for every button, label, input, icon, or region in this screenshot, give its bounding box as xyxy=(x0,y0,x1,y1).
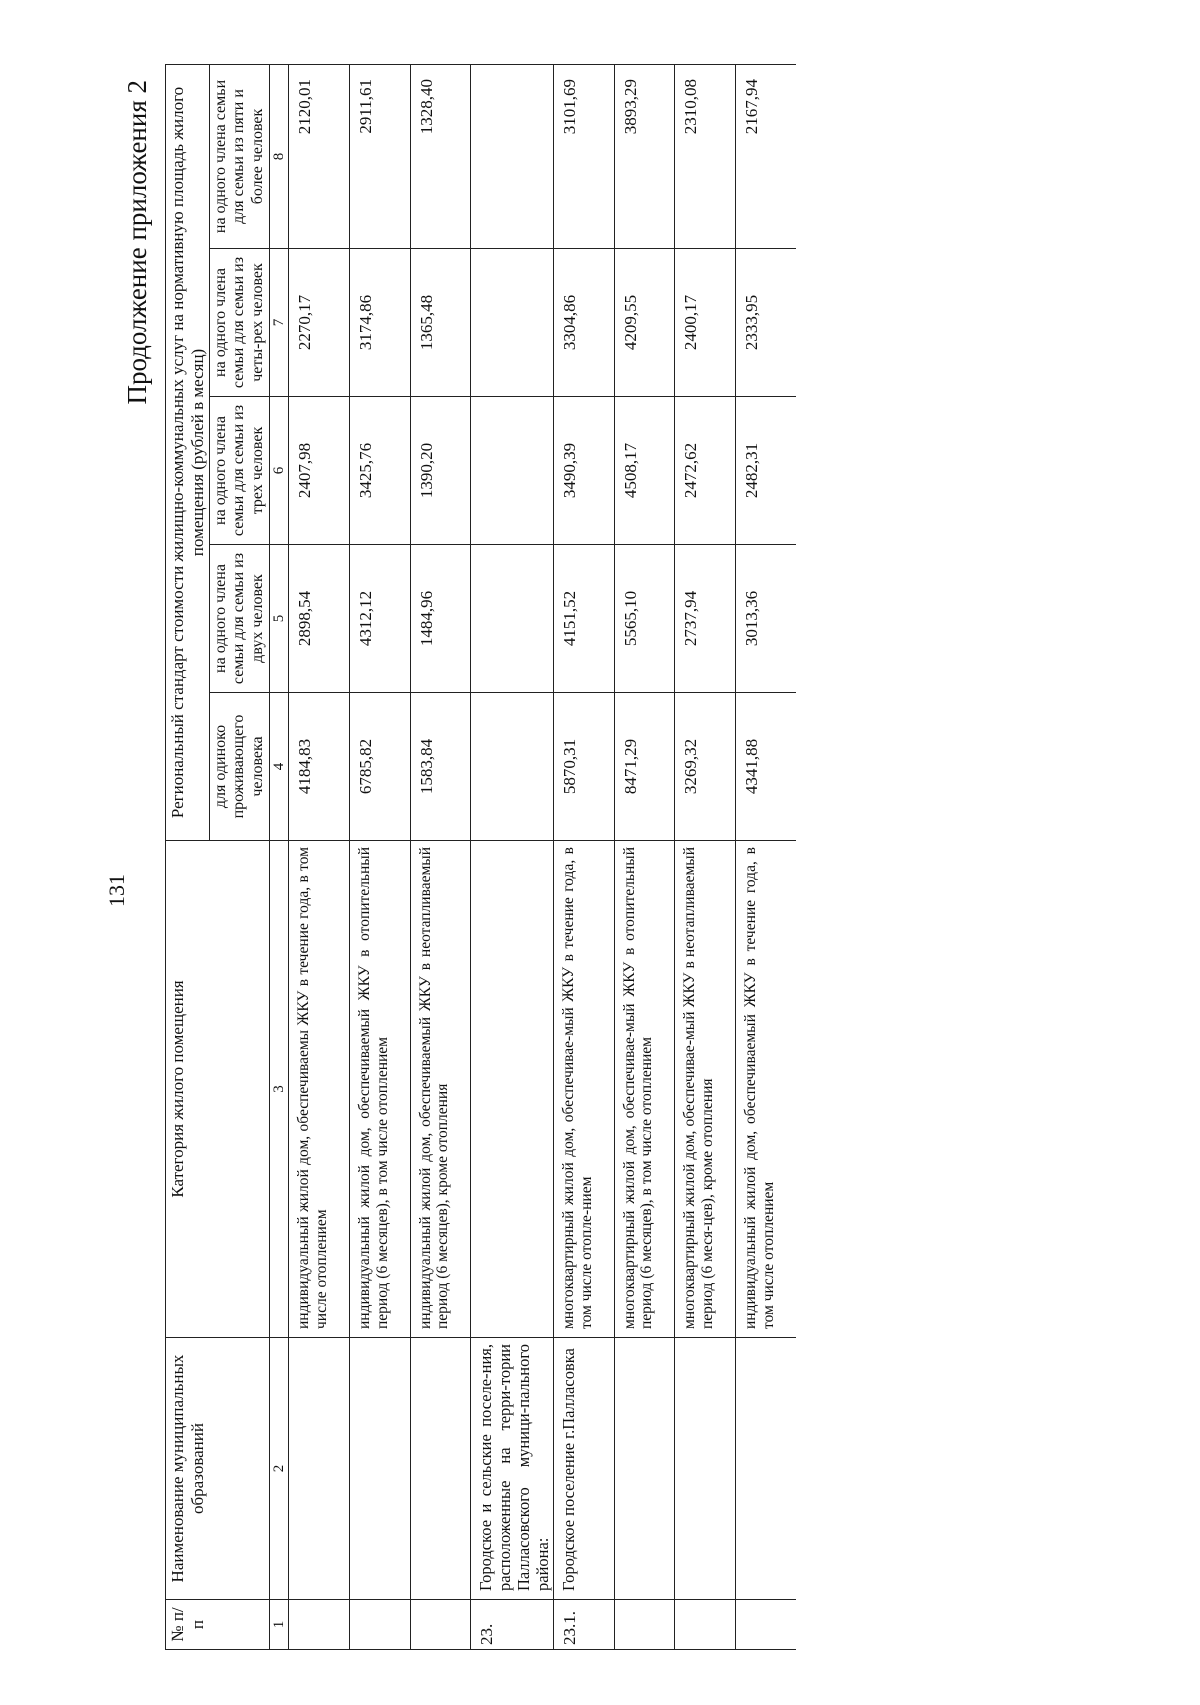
table-row xyxy=(289,64,350,1649)
value-four: 3304,86 xyxy=(554,249,615,397)
value-single: 3269,32 xyxy=(675,693,736,841)
row-number: 23.1. xyxy=(554,1600,615,1650)
value-two: 5565,10 xyxy=(614,545,675,693)
value-five-plus: 3893,29 xyxy=(614,64,675,248)
housing-category: индивидуальный жилой дом, обеспечиваемый ЖКУ в отопительный период (6 месяцев), в том числе отоплением xyxy=(349,841,410,1338)
value-four: 3174,86 xyxy=(349,249,410,397)
column-number: 2 xyxy=(270,1338,289,1600)
value-three xyxy=(471,397,554,545)
housing-category xyxy=(471,841,554,1338)
value-two: 3013,36 xyxy=(735,545,795,693)
table-body xyxy=(289,64,796,1649)
header-category: Категория жилого помещения xyxy=(166,841,270,1338)
housing-category: индивидуальный жилой дом, обеспечиваемы ЖКУ в течение года, в том числе отоплением xyxy=(289,841,350,1338)
value-two xyxy=(471,545,554,693)
row-number xyxy=(614,1600,675,1650)
value-four: 1365,48 xyxy=(410,249,471,397)
value-three: 1390,20 xyxy=(410,397,471,545)
housing-cost-standard-table xyxy=(165,64,796,1650)
municipality-name: Городское и сельские поселе-ния, расположенные на терри-тории Палласовского муници-пального района: xyxy=(471,1338,554,1600)
table-row xyxy=(675,64,736,1649)
header-regional-standard: Региональный стандарт стоимости жилищно-коммунальных услуг на нормативную площадь жилого помещения (рублей в месяц) xyxy=(166,64,210,840)
value-single: 4184,83 xyxy=(289,693,350,841)
municipality-name xyxy=(349,1338,410,1600)
table-row xyxy=(735,64,795,1649)
appendix-heading: Продолжение приложения 2 xyxy=(122,80,152,405)
municipality-name xyxy=(675,1338,736,1600)
header-family-of-four: на одного члена семьи для семьи из четы-рех человек xyxy=(210,249,270,397)
header-family-of-five-plus: на одного члена семьи для семьи из пяти и более человек xyxy=(210,64,270,248)
value-four: 4209,55 xyxy=(614,249,675,397)
value-single: 1583,84 xyxy=(410,693,471,841)
municipality-name xyxy=(410,1338,471,1600)
housing-category: многоквартирный жилой дом, обеспечивае-мый ЖКУ в отопительный период (6 месяцев), в том числе отоплением xyxy=(614,841,675,1338)
value-five-plus xyxy=(471,64,554,248)
header-family-of-two: на одного члена семьи для семьи из двух человек xyxy=(210,545,270,693)
municipality-name xyxy=(289,1338,350,1600)
municipality-name xyxy=(735,1338,795,1600)
row-number: 23. xyxy=(471,1600,554,1650)
table-row xyxy=(554,64,615,1649)
value-three: 2472,62 xyxy=(675,397,736,545)
value-two: 4151,52 xyxy=(554,545,615,693)
value-two: 2898,54 xyxy=(289,545,350,693)
row-number xyxy=(289,1600,350,1650)
column-number: 3 xyxy=(270,841,289,1338)
value-three: 2482,31 xyxy=(735,397,795,545)
column-number: 7 xyxy=(270,249,289,397)
housing-category: многоквартирный жилой дом, обеспечивае-мый ЖКУ в течение года, в том числе отопле-нием xyxy=(554,841,615,1338)
value-four: 2400,17 xyxy=(675,249,736,397)
municipality-name: Городское поселение г.Палласовка xyxy=(554,1338,615,1600)
row-number xyxy=(675,1600,736,1650)
row-number xyxy=(410,1600,471,1650)
municipality-name xyxy=(614,1338,675,1600)
column-number: 4 xyxy=(270,693,289,841)
row-number xyxy=(735,1600,795,1650)
row-number xyxy=(349,1600,410,1650)
value-two: 2737,94 xyxy=(675,545,736,693)
header-family-of-three: на одного члена семьи для семьи из трех человек xyxy=(210,397,270,545)
table-row xyxy=(349,64,410,1649)
value-single: 6785,82 xyxy=(349,693,410,841)
table-row xyxy=(614,64,675,1649)
header-single-person: для одиноко проживающего человека xyxy=(210,693,270,841)
value-five-plus: 2911,61 xyxy=(349,64,410,248)
housing-category: индивидуальный жилой дом, обеспечиваемый ЖКУ в неотапливаемый период (6 месяцев), кроме отопления xyxy=(410,841,471,1338)
value-three: 3490,39 xyxy=(554,397,615,545)
column-number: 1 xyxy=(270,1600,289,1650)
housing-category: многоквартирный жилой дом, обеспечивае-мый ЖКУ в неотапливаемый период (6 меся-цев), кроме отопления xyxy=(675,841,736,1338)
column-number: 5 xyxy=(270,545,289,693)
value-single: 5870,31 xyxy=(554,693,615,841)
value-five-plus: 2310,08 xyxy=(675,64,736,248)
value-three: 4508,17 xyxy=(614,397,675,545)
table-header xyxy=(166,64,289,1649)
table-row xyxy=(471,64,554,1649)
table-row xyxy=(410,64,471,1649)
value-four xyxy=(471,249,554,397)
value-five-plus: 2167,94 xyxy=(735,64,795,248)
value-five-plus: 2120,01 xyxy=(289,64,350,248)
value-single: 8471,29 xyxy=(614,693,675,841)
value-five-plus: 3101,69 xyxy=(554,64,615,248)
value-two: 1484,96 xyxy=(410,545,471,693)
header-municipality: Наименование муниципальных образований xyxy=(166,1338,270,1600)
column-number: 8 xyxy=(270,64,289,248)
header-number: № п/п xyxy=(166,1600,270,1650)
value-four: 2270,17 xyxy=(289,249,350,397)
page-number: 131 xyxy=(104,874,129,907)
value-single xyxy=(471,693,554,841)
value-three: 3425,76 xyxy=(349,397,410,545)
value-single: 4341,88 xyxy=(735,693,795,841)
value-five-plus: 1328,40 xyxy=(410,64,471,248)
value-four: 2333,95 xyxy=(735,249,795,397)
column-number: 6 xyxy=(270,397,289,545)
value-three: 2407,98 xyxy=(289,397,350,545)
value-two: 4312,12 xyxy=(349,545,410,693)
housing-category: индивидуальный жилой дом, обеспечиваемый ЖКУ в течение года, в том числе отоплением xyxy=(735,841,795,1338)
